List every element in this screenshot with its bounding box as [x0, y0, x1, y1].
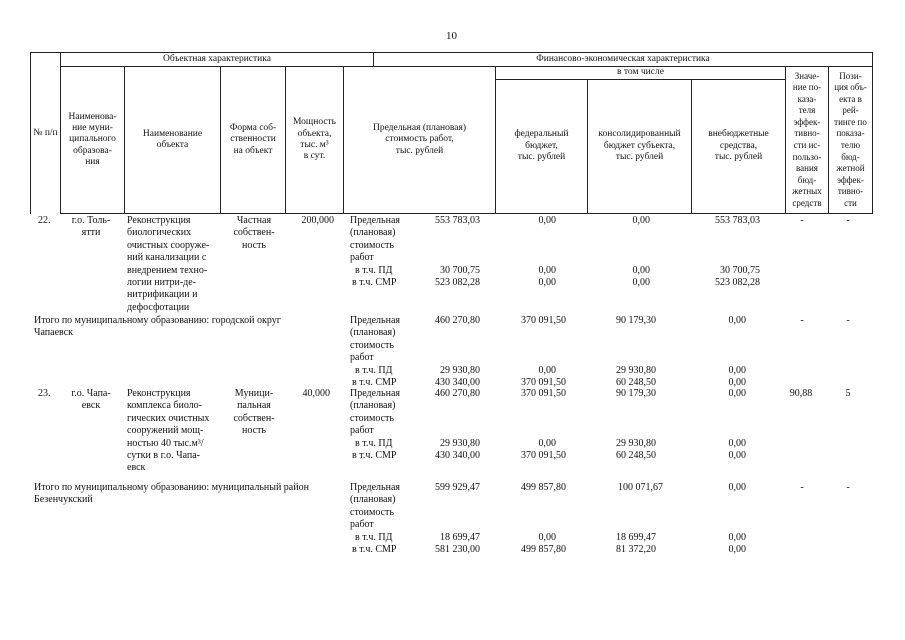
row-label-limit: Предельная (плановая) стоимость работ — [350, 315, 400, 364]
row-rating: - — [846, 482, 850, 493]
row-smr-federal: 0,00 — [538, 277, 556, 288]
row-total: 460 270,80 — [435, 315, 480, 326]
row-rating: - — [846, 315, 850, 326]
row-smr-consolidated: 0,00 — [632, 277, 650, 288]
header-object-characteristics: Объектная характеристика — [60, 52, 373, 66]
row-label-pd: в т.ч. ПД — [355, 265, 393, 276]
row-federal: 0,00 — [538, 215, 556, 226]
header-capacity: Мощность объекта, тыс. м³ в сут. — [285, 66, 343, 214]
row-capacity: 40,000 — [302, 388, 330, 399]
row-pd-extrabudgetary: 0,00 — [728, 365, 746, 376]
row-smr-consolidated: 60 248,50 — [616, 377, 656, 388]
row-pd-extrabudgetary: 0,00 — [728, 438, 746, 449]
row-object-name: Реконструкция биологических очистных сооруже- ний канализации с внедрением техно- логии нитри-де- нитрификации и дефосфотации — [127, 215, 210, 313]
row-pd-extrabudgetary: 30 700,75 — [720, 265, 760, 276]
row-pd-total: 18 699,47 — [440, 532, 480, 543]
row-label-limit: Предельная (плановая) стоимость работ — [350, 215, 400, 264]
row-smr-federal: 370 091,50 — [521, 450, 566, 461]
row-efficiency: - — [800, 215, 804, 226]
row-consolidated: 90 179,30 — [616, 388, 656, 399]
header-financial-characteristics: Финансово-экономическая характеристика — [373, 52, 873, 66]
row-pd-total: 30 700,75 — [440, 265, 480, 276]
row-federal: 370 091,50 — [521, 388, 566, 399]
row-smr-total: 430 340,00 — [435, 450, 480, 461]
row-pd-consolidated: 29 930,80 — [616, 365, 656, 376]
row-pd-consolidated: 0,00 — [632, 265, 650, 276]
row-extrabudgetary: 0,00 — [728, 315, 746, 326]
page-number: 10 — [446, 30, 457, 42]
row-smr-total: 523 082,28 — [435, 277, 480, 288]
row-smr-consolidated: 60 248,50 — [616, 450, 656, 461]
row-label-limit: Предельная (плановая) стоимость работ — [350, 388, 400, 437]
row-efficiency: - — [800, 315, 804, 326]
row-smr-total: 581 230,00 — [435, 544, 480, 555]
row-ownership: Частная собствен- ность — [233, 215, 275, 251]
row-label-limit: Предельная (плановая) стоимость работ — [350, 482, 400, 531]
row-smr-extrabudgetary: 523 082,28 — [715, 277, 760, 288]
row-total: 553 783,03 — [435, 215, 480, 226]
row-extrabudgetary: 0,00 — [728, 388, 746, 399]
row-smr-extrabudgetary: 0,00 — [728, 544, 746, 555]
header-object-name: Наименование объекта — [124, 66, 220, 214]
row-federal: 370 091,50 — [521, 315, 566, 326]
row-pd-consolidated: 29 930,80 — [616, 438, 656, 449]
header-consolidated-budget: консолидированный бюджет субъекта, тыс. рублей — [587, 79, 691, 214]
row-efficiency: - — [800, 482, 804, 493]
header-federal-budget: федеральный бюджет, тыс. рублей — [495, 79, 587, 214]
header-rating-position: Пози- ция объ- екта в рей- тинге по показа- телю бюд- жетной эффек- тивно- сти — [828, 66, 873, 214]
row-smr-consolidated: 81 372,20 — [616, 544, 656, 555]
row-rating: - — [846, 215, 850, 226]
row-smr-total: 430 340,00 — [435, 377, 480, 388]
subtotal-label: Итого по муниципальному образованию: муниципальный район Безенчукский — [34, 482, 309, 506]
table-body — [0, 214, 905, 640]
header-efficiency: Значе- ние по- каза- теля эффек- тивно- сти ис- пользо- вания бюд- жетных средств — [785, 66, 828, 214]
header-extrabudgetary: внебюджетные средства, тыс. рублей — [691, 79, 785, 214]
row-label-pd: в т.ч. ПД — [355, 438, 393, 449]
row-municipality: г.о. Чапа- евск — [71, 388, 111, 412]
row-municipality: г.о. Толь- ятти — [71, 215, 111, 239]
row-pd-federal: 0,00 — [538, 365, 556, 376]
row-smr-federal: 370 091,50 — [521, 377, 566, 388]
row-smr-extrabudgetary: 0,00 — [728, 450, 746, 461]
row-number: 23. — [38, 388, 51, 399]
row-consolidated: 100 071,67 — [618, 482, 663, 493]
header-ownership: Форма соб- ственности на объект — [220, 66, 285, 214]
row-ownership: Муници- пальная собствен- ность — [233, 388, 275, 437]
row-pd-consolidated: 18 699,47 — [616, 532, 656, 543]
header-including: в том числе — [495, 66, 785, 79]
row-label-smr: в т.ч. СМР — [352, 544, 397, 555]
row-pd-federal: 0,00 — [538, 438, 556, 449]
header-municipality: Наименова- ние муни- ципального образова- ния — [60, 66, 124, 214]
row-total: 460 270,80 — [435, 388, 480, 399]
row-total: 599 929,47 — [435, 482, 480, 493]
row-extrabudgetary: 553 783,03 — [715, 215, 760, 226]
row-pd-extrabudgetary: 0,00 — [728, 532, 746, 543]
subtotal-label: Итого по муниципальному образованию: городской округ Чапаевск — [34, 315, 281, 339]
row-pd-federal: 0,00 — [538, 532, 556, 543]
row-pd-total: 29 930,80 — [440, 365, 480, 376]
row-federal: 499 857,80 — [521, 482, 566, 493]
row-label-pd: в т.ч. ПД — [355, 365, 393, 376]
row-object-name: Реконструкция комплекса биоло- гических очистных сооружений мощ- ностью 40 тыс.м³/ сутки в г.о. Чапа- евск — [127, 388, 210, 474]
header-limit-cost: Предельная (плановая) стоимость работ, тыс. рублей — [343, 66, 495, 214]
row-label-smr: в т.ч. СМР — [352, 377, 397, 388]
table-header — [30, 52, 873, 214]
row-pd-total: 29 930,80 — [440, 438, 480, 449]
row-pd-federal: 0,00 — [538, 265, 556, 276]
row-rating: 5 — [845, 388, 851, 399]
row-label-smr: в т.ч. СМР — [352, 277, 397, 288]
row-efficiency: 90,88 — [789, 388, 813, 399]
row-consolidated: 90 179,30 — [616, 315, 656, 326]
row-smr-federal: 499 857,80 — [521, 544, 566, 555]
row-extrabudgetary: 0,00 — [728, 482, 746, 493]
row-label-pd: в т.ч. ПД — [355, 532, 393, 543]
row-number: 22. — [38, 215, 51, 226]
header-number: № п/п — [30, 52, 60, 214]
row-capacity: 200,000 — [301, 215, 334, 226]
row-smr-extrabudgetary: 0,00 — [728, 377, 746, 388]
row-consolidated: 0,00 — [632, 215, 650, 226]
row-label-smr: в т.ч. СМР — [352, 450, 397, 461]
